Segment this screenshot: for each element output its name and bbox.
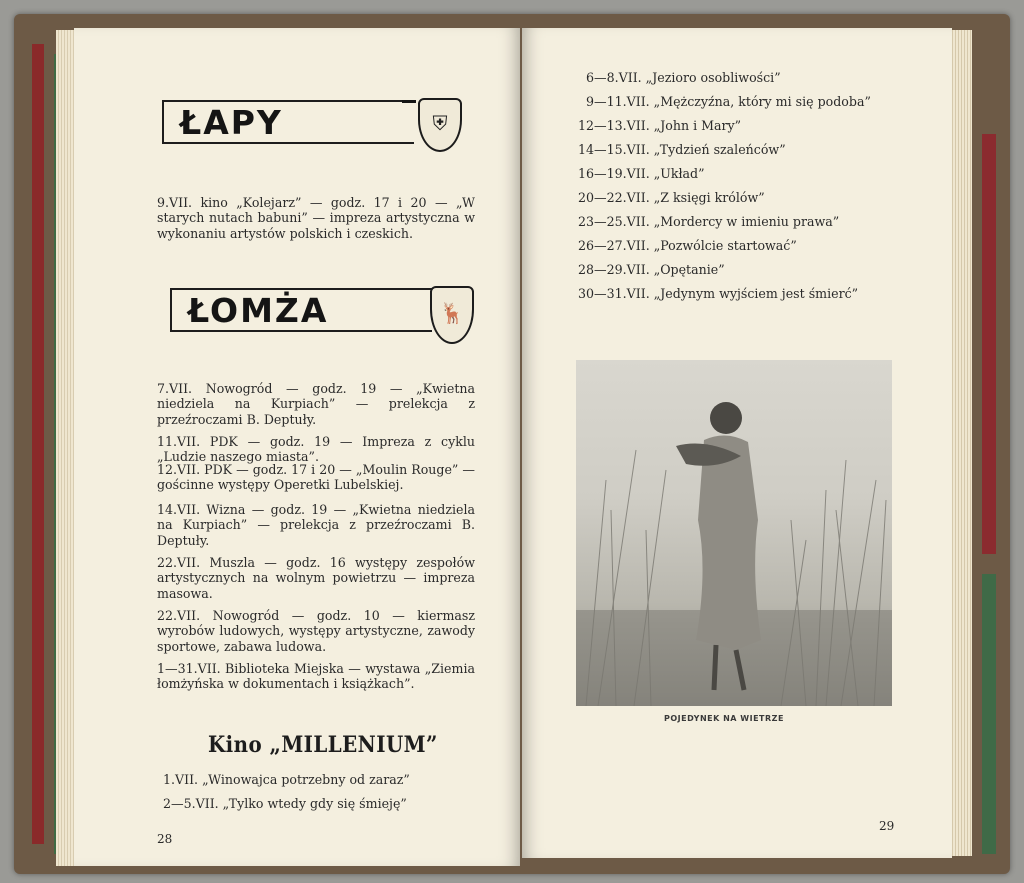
film-listing: 6—8.VII. „Jezioro osobliwości” [586,70,781,85]
lomza-event-4: 14.VII. Wizna — godz. 19 — „Kwietna niedziela na Kurpiach” — prelekcja z przeźroczami B. Deptuły. [157,502,475,548]
lomza-event-5: 22.VII. Muszla — godz. 16 występy zespołów artystycznych na wolnym powietrzu — impreza masowa. [157,555,475,601]
photo-caption: POJEDYNEK NA WIETRZE [664,714,784,723]
page-number-right: 29 [879,819,895,833]
lomza-event-3: 12.VII. PDK — godz. 17 i 20 — „Moulin Rouge” — gościnne występy Operetki Lubelskiej. [157,462,475,493]
lomza-crest-icon: 🦌 [430,286,474,344]
film-listing: 9—11.VII. „Mężczyźna, który mi się podoba” [586,94,871,109]
page-number-left: 28 [157,832,173,846]
lomza-event-6: 22.VII. Nowogród — godz. 10 — kiermasz wyrobów ludowych, występy artystyczne, zawody sportowe, zabawa ludowa. [157,608,475,654]
lapy-event-1: 9.VII. kino „Kolejarz” — godz. 17 i 20 — „W starych nutach babuni” — impreza artystyczna w wykonaniu artystów polskich i czeskich. [157,195,475,241]
film-listing: 28—29.VII. „Opętanie” [578,262,725,277]
cover-band-right-red [982,134,996,554]
film-listing: 12—13.VII. „John i Mary” [578,118,742,133]
film-listing: 20—22.VII. „Z księgi królów” [578,190,765,205]
lapy-heading: ŁAPY [180,103,283,142]
film-listing: 26—27.VII. „Pozwólcie startować” [578,238,797,253]
lapy-rule [402,100,416,103]
lomza-heading-block [170,288,470,338]
lomza-heading: ŁOMŻA [188,291,329,330]
cover-band-red [32,44,44,844]
film-still-illustration [576,360,892,706]
film-listing: 14—15.VII. „Tydzień szaleńców” [578,142,786,157]
film-listing: 16—19.VII. „Układ” [578,166,705,181]
lomza-event-7: 1—31.VII. Biblioteka Miejska — wystawa „Ziemia łomżyńska w dokumentach i książkach”. [157,661,475,692]
page-edges-left [56,30,76,866]
film-still-photo [576,360,892,706]
film-listing: 30—31.VII. „Jedynym wyjściem jest śmierć” [578,286,859,301]
lomza-event-1: 7.VII. Nowogród — godz. 19 — „Kwietna niedziela na Kurpiach” — prelekcja z przeźroczami B. Deptuły. [157,381,475,427]
lapy-crest-icon: ⛨ [418,98,462,152]
page-edges-right [950,30,972,856]
cover-band-right-green [982,574,996,854]
film-listing: 23—25.VII. „Mordercy w imieniu prawa” [578,214,840,229]
lomza-event-2: 11.VII. PDK — godz. 19 — Impreza z cyklu „Ludzie naszego miasta”. [157,434,475,465]
kino-heading: Kino „MILLENIUM” [208,732,438,758]
film-listing: 1.VII. „Winowajca potrzebny od zaraz” [163,772,410,787]
film-listing: 2—5.VII. „Tylko wtedy gdy się śmieję” [163,796,407,811]
